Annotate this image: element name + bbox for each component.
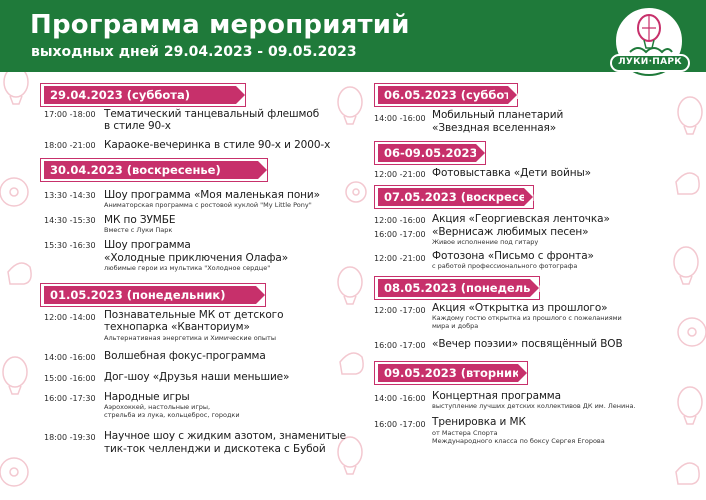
event-note: Каждому гостю открытка из прошлого с пожеланиями [432,314,622,322]
event-title: Дог-шоу «Друзья наши меньшие» [104,371,290,383]
event-time: 15:00 -16:00 [44,374,96,383]
event-time: 13:30 -14:30 [44,191,96,200]
logo-ribbon [610,54,690,72]
event-note: мира и добра [432,322,479,330]
page-subtitle: выходных дней 29.04.2023 - 09.05.2023 [31,44,357,60]
event-time: 16:00 -17:30 [44,394,96,403]
event-title: в стиле 90-х [104,120,171,132]
section-header-06-05: 06.05.2023 (суббота) [378,86,508,104]
event-note: от Мастера Спорта [432,429,498,437]
section-header-06-09-05: 06-09.05.2023 [378,144,476,162]
section-header-30-04: 30.04.2023 (воскресенье) [44,161,258,179]
logo-balloon-icon [616,8,682,58]
event-time: 12:00 -16:00 [374,216,426,225]
event-time: 14:00 -16:00 [374,114,426,123]
event-time: 12:00 -14:00 [44,313,96,322]
event-time: 16:00 -17:00 [374,420,426,429]
event-title: Караоке-вечеринка в стиле 90-х и 2000-х [104,139,331,151]
balloon-icon [338,437,362,474]
event-time: 12:00 -17:00 [374,306,426,315]
event-time: 18:00 -19:30 [44,433,96,442]
event-time: 12:00 -21:00 [374,170,426,179]
dinosaur-icon [676,463,699,484]
ferris-wheel-icon [678,318,706,346]
section-header-01-05: 01.05.2023 (понедельник) [44,286,256,304]
event-note: Аэрохоккей, настольные игры, [104,403,211,411]
balloon-icon [3,357,27,394]
event-note: с работой профессионального фотографа [432,262,578,270]
event-time: 17:00 -18:00 [44,110,96,119]
event-title: Мобильный планетарий [432,109,564,121]
balloon-icon [678,97,702,134]
event-note: Альтернативная энергетика и Химические опыты [104,334,276,342]
balloon-icon [674,247,698,284]
event-title: тик-ток челленджи и дискотека с Бубой [104,443,326,455]
section-header-09-05: 09.05.2023 (вторник) [378,364,518,382]
event-time: 16:00 -17:00 [374,341,426,350]
event-title: Познавательные МК от детского [104,309,284,321]
event-title: Акция «Георгиевская ленточка» [432,213,610,225]
event-title: Шоу программа «Моя маленькая пони» [104,189,320,201]
event-title: Концертная программа [432,390,561,402]
event-time: 15:30 -16:30 [44,241,96,250]
dinosaur-icon [8,263,31,284]
event-title: Волшебная фокус-программа [104,350,266,362]
event-time: 16:00 -17:00 [374,230,426,239]
balloon-icon [678,387,702,424]
event-title: Тренировка и МК [432,416,526,428]
section-header-07-05: 07.05.2023 (воскресенье) [378,188,524,206]
event-title: технопарка «Кванториум» [104,321,250,333]
event-note: Вместе с Луки Парк [104,226,173,234]
balloon-icon [4,72,28,104]
event-title: Фотозона «Письмо с фронта» [432,250,594,262]
dinosaur-icon [340,353,363,374]
event-note: Международного класса по боксу Сергея Егорова [432,437,605,445]
event-title: «Вернисаж любимых песен» [432,226,589,238]
event-time: 14:00 -16:00 [374,394,426,403]
page-title: Программа мероприятий [30,10,410,40]
ferris-wheel-icon [346,182,366,202]
event-title: Научное шоу с жидким азотом, знаменитые [104,430,346,442]
section-header-29-04: 29.04.2023 (суббота) [44,86,236,104]
event-title: «Холодные приключения Олафа» [104,252,289,264]
event-title: «Вечер поэзии» посвящённый ВОВ [432,338,623,350]
balloon-icon [338,87,362,124]
event-time: 14:30 -15:30 [44,216,96,225]
event-title: Шоу программа [104,239,191,251]
event-title: «Звездная вселенная» [432,122,557,134]
header-banner [0,0,706,72]
event-note: стрельба из лука, кольцеброс, городки [104,411,240,419]
logo-text: ЛУКИ·ПАРК [618,57,682,67]
ferris-wheel-icon [0,458,28,486]
event-note: выступление лучших детских коллективов ДК им. Ленина. [432,402,636,410]
section-header-08-05: 08.05.2023 (понедельник) [378,279,530,297]
balloon-icon [338,267,362,304]
event-time: 12:00 -21:00 [374,254,426,263]
event-title: Тематический танцевальный флешмоб [104,108,320,120]
event-note: Живое исполнение под гитару [432,238,539,246]
dinosaur-icon [676,173,699,194]
event-title: МК по ЗУМБЕ [104,214,176,226]
event-note: любимые герои из мультика "Холодное сердце" [104,264,271,272]
event-time: 14:00 -16:00 [44,353,96,362]
event-note: Аниматорская программа с ростовой куклой "My Little Pony" [104,201,312,209]
event-title: Народные игры [104,391,190,403]
event-title: Фотовыставка «Дети войны» [432,167,591,179]
ferris-wheel-icon [0,178,28,206]
luki-park-logo [608,6,692,80]
event-title: Акция «Открытка из прошлого» [432,302,608,314]
event-time: 18:00 -21:00 [44,141,96,150]
